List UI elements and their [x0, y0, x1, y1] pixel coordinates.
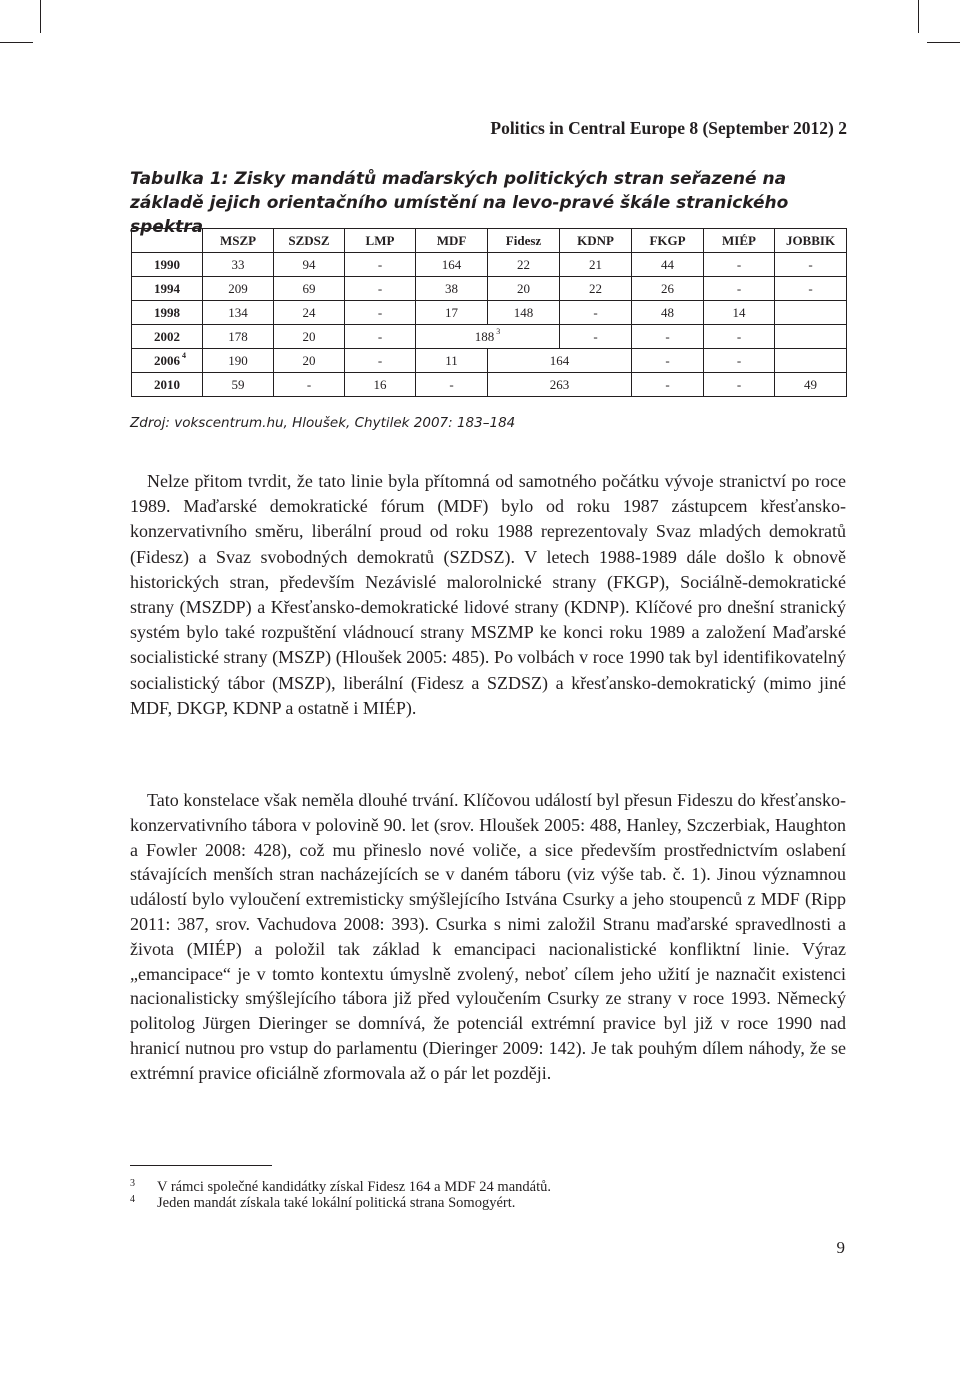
table-cell: 21	[560, 253, 632, 277]
table-cell: -	[560, 301, 632, 325]
footnote-text: Jeden mandát získala také lokální politická strana Somogyért.	[157, 1195, 516, 1211]
table-cell: -	[704, 253, 775, 277]
table-cell: -	[345, 349, 416, 373]
table-cell: 20	[488, 277, 560, 301]
table-cell: -	[775, 253, 847, 277]
column-header: Fidesz	[488, 229, 560, 253]
year-cell: 1990	[132, 253, 203, 277]
footnote-divider	[130, 1165, 272, 1166]
running-header: Politics in Central Europe 8 (September 2012) 2	[490, 118, 847, 138]
table-cell: 148	[488, 301, 560, 325]
year-cell: 2010	[132, 373, 203, 397]
table-cell: -	[345, 277, 416, 301]
column-header: KDNP	[560, 229, 632, 253]
table-header-row	[132, 229, 847, 253]
column-header: JOBBIK	[775, 229, 847, 253]
crop-mark-left-horizontal	[0, 42, 33, 43]
table-cell	[775, 325, 847, 349]
table-row	[132, 253, 847, 277]
crop-mark-top-right	[918, 0, 919, 33]
table-cell: 94	[274, 253, 345, 277]
table-cell: -	[345, 301, 416, 325]
table-cell: 49	[775, 373, 847, 397]
column-header: MIÉP	[704, 229, 775, 253]
table-row	[132, 325, 847, 349]
table-cell: 44	[632, 253, 704, 277]
table-cell: -	[274, 373, 345, 397]
table-cell: -	[775, 277, 847, 301]
table-row	[132, 277, 847, 301]
election-results-table	[131, 228, 847, 397]
column-header: MDF	[416, 229, 488, 253]
cell-value: 188	[474, 328, 495, 344]
table-cell: -	[632, 373, 704, 397]
table-cell: 20	[274, 349, 345, 373]
crop-mark-top-left	[40, 0, 41, 33]
year-cell	[132, 349, 203, 373]
column-header: FKGP	[632, 229, 704, 253]
table-cell: 11	[416, 349, 488, 373]
footnote-ref: 3	[496, 326, 501, 336]
table-cell: 16	[345, 373, 416, 397]
table-cell: 14	[704, 301, 775, 325]
table-cell: 38	[416, 277, 488, 301]
column-header: SZDSZ	[274, 229, 345, 253]
table-cell: -	[704, 325, 775, 349]
table-row	[132, 373, 847, 397]
table-cell: 24	[274, 301, 345, 325]
body-paragraph: Tato konstelace však neměla dlouhé trvání. Klíčovou událostí byl přesun Fideszu do křesťansko-konzervativního tábora v polovině 90. let (srov. Hloušek 2005: 488, Hanley, Szczerbiak, Haughton a Fowler 2008: 428), což mu přineslo nové voliče, a sice především prostřednictvím oslabení stávajících menších stran nacházejících se v daném táboru (viz výše tab. č. 1). Jinou významnou událostí bylo vyloučení extremisticky smýšlejícího Istvána Csurky a jeho stoupenců z MDF (Ripp 2011: 387, srov. Vachudova 2008: 393). Csurka s nimi založil Stranu maďarské spravedlnosti a života (MIÉP) a položil tak základ k emancipaci nacionalistické konfliktní linie. Výraz „emancipace“ je v tomto kontextu úmyslně zvolený, neboť cílem jeho užití je naznačit existenci nacionalisticky smýšlejícího tábora již před vyloučením Csurky ze strany v roce 1993. Německý politolog Jürgen Dieringer se domnívá, že potenciál extrémní pravice byl již v roce 1990 nad hranicí nutnou pro vstup do parlamentu (Dieringer 2009: 142). Je tak pouhým dílem náhody, že se extrémní pravice oficiálně zformovala až o pár let později.	[130, 790, 846, 1083]
table-cell: -	[704, 349, 775, 373]
table-row	[132, 301, 847, 325]
header-corner-cell	[132, 229, 203, 253]
table-caption: Tabulka 1: Zisky mandátů maďarských politických stran seřazené na základě jejich orientačního umístění na levo-pravé škále stranického spektra	[130, 169, 789, 237]
table-cell: 22	[488, 253, 560, 277]
table-cell: -	[345, 253, 416, 277]
page-number: 9	[836, 1238, 845, 1257]
table-cell	[775, 349, 847, 373]
table-cell: 59	[203, 373, 274, 397]
table-cell: 190	[203, 349, 274, 373]
table-cell	[775, 301, 847, 325]
table-cell: -	[416, 373, 488, 397]
table-cell: 69	[274, 277, 345, 301]
table-cell: 26	[632, 277, 704, 301]
table-cell: 164	[416, 253, 488, 277]
table-cell: -	[704, 277, 775, 301]
table-cell: 134	[203, 301, 274, 325]
year-value: 2006	[154, 352, 180, 368]
column-header: MSZP	[203, 229, 274, 253]
table-row	[132, 349, 847, 373]
footnote-ref: 4	[182, 350, 186, 360]
footnote-number: 3	[130, 1178, 135, 1189]
footnote-text: V rámci společné kandidátky získal Fidesz 164 a MDF 24 mandátů.	[157, 1179, 551, 1195]
table-cell: 22	[560, 277, 632, 301]
table-cell: 17	[416, 301, 488, 325]
year-cell: 2002	[132, 325, 203, 349]
footnote-number: 4	[130, 1194, 135, 1205]
table-cell: 33	[203, 253, 274, 277]
table-cell-merged: 263	[488, 373, 632, 397]
table-source: Zdroj: vokscentrum.hu, Hloušek, Chytilek 2007: 183–184	[130, 415, 516, 431]
year-cell: 1998	[132, 301, 203, 325]
column-header: LMP	[345, 229, 416, 253]
table-cell: 178	[203, 325, 274, 349]
table-cell: -	[345, 325, 416, 349]
table-cell: -	[632, 325, 704, 349]
table-cell-merged	[416, 325, 560, 349]
crop-mark-right-horizontal	[927, 42, 960, 43]
table-cell: -	[560, 325, 632, 349]
body-paragraph: Nelze přitom tvrdit, že tato linie byla přítomná od samotného počátku vývoje stranictví po roce 1989. Maďarské demokratické fórum (MDF) bylo od roku 1987 zástupcem křesťansko-konzervativního směru, liberální proud od roku 1988 reprezentovaly Svaz mladých demokratů (Fidesz) a Svaz svobodných demokratů (SZDSZ). V letech 1988-1989 dále došlo k obnově historických stran, především Nezávislé malorolnické strany (FKGP), Sociálně-demokratické strany (MSZDP) a Křesťansko-demokratické lidové strany (KDNP). Klíčové pro dnešní stranický systém bylo také rozpuštění vládnoucí strany MSZMP ke konci roku 1989 a založení Maďarské socialistické strany (MSZP) (Hloušek 2005: 485). Po volbách v roce 1990 tak byl identifikovatelný socialistický tábor (MSZP), liberální (Fidesz a SZDSZ) a křesťansko-demokratický (mimo jiné MDF, DKGP, KDNP a ostatně i MIÉP).	[130, 471, 846, 718]
table-cell: 20	[274, 325, 345, 349]
table-cell: 209	[203, 277, 274, 301]
table-cell-merged: 164	[488, 349, 632, 373]
table-cell: -	[632, 349, 704, 373]
table-cell: 48	[632, 301, 704, 325]
table-cell: -	[704, 373, 775, 397]
year-cell: 1994	[132, 277, 203, 301]
